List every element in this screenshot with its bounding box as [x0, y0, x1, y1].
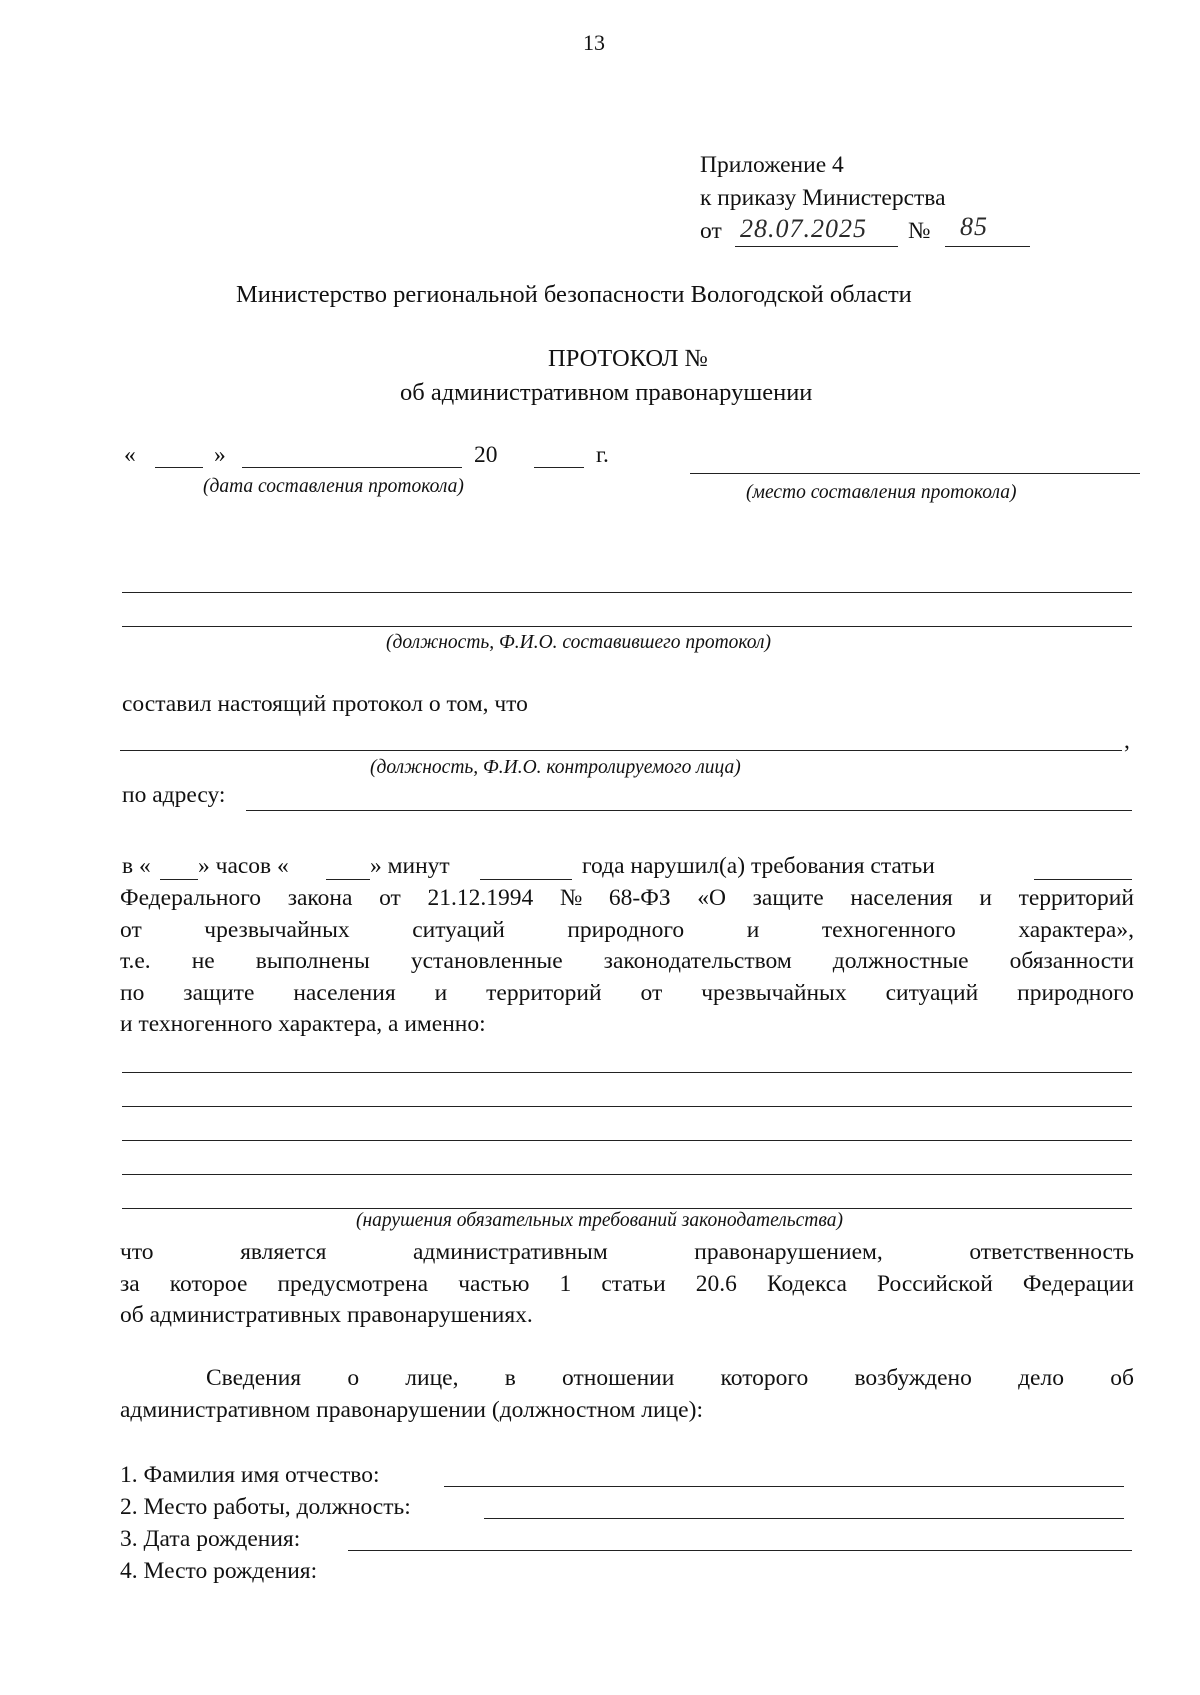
- violation-year-text: года нарушил(а) требования статьи: [582, 853, 935, 879]
- word: природного: [567, 916, 685, 943]
- violation-minutes-line[interactable]: [326, 879, 370, 880]
- controlled-person-comma: ,: [1124, 728, 1130, 754]
- word: об: [1110, 1365, 1134, 1391]
- word: от: [379, 885, 401, 911]
- word: которое: [169, 1270, 248, 1297]
- violation-row-2: [120, 883, 1134, 915]
- violation-detail-line-4[interactable]: [122, 1174, 1132, 1175]
- word: обязанности: [1009, 948, 1134, 974]
- responsibility-row-2: [120, 1269, 1134, 1301]
- word: т.е.: [120, 948, 151, 974]
- item-full-name-line[interactable]: [444, 1486, 1124, 1487]
- item-full-name-label: 1. Фамилия имя отчество:: [120, 1462, 380, 1488]
- violation-row-3: [120, 915, 1134, 947]
- word: чрезвычайных: [701, 979, 847, 1006]
- date-day-line[interactable]: [155, 467, 203, 468]
- date-caption: (дата составления протокола): [203, 476, 464, 497]
- word: от: [640, 979, 663, 1006]
- word: Федерального: [120, 885, 262, 911]
- word: за: [120, 1270, 140, 1297]
- appendix-number-line: [945, 246, 1030, 247]
- appendix-line-1: Приложение 4: [700, 152, 844, 178]
- word: техногенного: [821, 916, 956, 943]
- word: Российской: [877, 1270, 993, 1297]
- word: и: [746, 916, 760, 943]
- violation-paragraph: [120, 883, 1134, 1041]
- word: территорий: [1018, 885, 1134, 911]
- word: должностные: [832, 948, 969, 974]
- word: частью: [458, 1270, 530, 1297]
- responsibility-row-3: об административных правонарушениях.: [120, 1302, 533, 1328]
- word: закона: [287, 885, 353, 911]
- item-birthdate-label: 3. Дата рождения:: [120, 1526, 301, 1552]
- word: правонарушением,: [694, 1239, 883, 1265]
- word: ответственность: [969, 1239, 1134, 1265]
- word: чрезвычайных: [204, 916, 350, 943]
- item-workplace-label: 2. Место работы, должность:: [120, 1494, 411, 1520]
- word: 21.12.1994: [427, 885, 534, 911]
- word: 68-ФЗ: [608, 885, 671, 911]
- violation-row-4: [120, 946, 1134, 978]
- violation-row-5: [120, 978, 1134, 1010]
- ministry-name: Министерство региональной безопасности Вологодской области: [236, 281, 912, 308]
- word: №: [559, 885, 583, 911]
- responsibility-paragraph: [120, 1237, 1134, 1332]
- item-birthplace-label: 4. Место рождения:: [120, 1558, 318, 1584]
- word: не: [191, 948, 215, 974]
- official-caption: (должность, Ф.И.О. составившего протокол): [386, 632, 772, 653]
- word: в: [504, 1365, 516, 1391]
- violation-detail-line-1[interactable]: [122, 1072, 1132, 1073]
- date-close-quote: »: [214, 442, 226, 468]
- word: Кодекса: [766, 1270, 847, 1297]
- date-year-prefix: 20: [474, 442, 498, 468]
- appendix-date-handwritten: 28.07.2025: [740, 214, 867, 243]
- word: Федерации: [1022, 1270, 1134, 1297]
- word: населения: [293, 979, 396, 1006]
- violation-row-6: и техногенного характера, а именно:: [120, 1011, 486, 1037]
- word: по: [120, 979, 145, 1006]
- person-info-row-1: [120, 1363, 1134, 1395]
- word: которого: [720, 1365, 809, 1391]
- appendix-number-handwritten: 85: [960, 212, 988, 241]
- word: является: [240, 1239, 327, 1265]
- word: статьи: [601, 1270, 666, 1297]
- word: природного: [1017, 979, 1134, 1006]
- violation-in-label: в «: [122, 853, 151, 879]
- official-line-1[interactable]: [122, 592, 1132, 593]
- word: что: [120, 1239, 154, 1265]
- word: 20.6: [695, 1270, 737, 1297]
- address-line[interactable]: [246, 810, 1132, 811]
- controlled-person-line[interactable]: [120, 750, 1122, 751]
- person-info-paragraph: [120, 1363, 1134, 1426]
- word: и: [434, 979, 448, 1006]
- violation-minutes-label: » минут: [370, 853, 450, 879]
- violation-year-line[interactable]: [480, 879, 572, 880]
- violation-caption: (нарушения обязательных требований законодательства): [356, 1210, 843, 1231]
- appendix-number-label: №: [908, 218, 931, 244]
- word: ситуаций: [412, 916, 505, 943]
- word: защите: [752, 885, 824, 911]
- official-line-2[interactable]: [122, 626, 1132, 627]
- violation-article-line[interactable]: [1034, 879, 1132, 880]
- violation-detail-line-2[interactable]: [122, 1106, 1132, 1107]
- word: территорий: [486, 979, 602, 1006]
- place-line[interactable]: [690, 473, 1140, 474]
- violation-hours-line[interactable]: [160, 879, 198, 880]
- item-workplace-line[interactable]: [484, 1518, 1124, 1519]
- violation-detail-line-5[interactable]: [122, 1208, 1132, 1209]
- person-info-row-2: административном правонарушении (должностном лице):: [120, 1396, 703, 1423]
- word: законодательством: [603, 948, 792, 974]
- address-label: по адресу:: [122, 782, 226, 808]
- word: Сведения: [206, 1365, 302, 1391]
- word: административным: [412, 1239, 608, 1265]
- appendix-from-label: от: [700, 218, 722, 244]
- word: отношении: [562, 1365, 675, 1391]
- word: 1: [559, 1270, 572, 1297]
- date-month-line[interactable]: [242, 467, 462, 468]
- responsibility-row-1: [120, 1237, 1134, 1269]
- page-number: 13: [583, 30, 605, 55]
- item-birthdate-line[interactable]: [348, 1550, 1132, 1551]
- protocol-subtitle: об административном правонарушении: [400, 379, 813, 406]
- controlled-person-caption: (должность, Ф.И.О. контролируемого лица): [370, 757, 741, 778]
- word: населения: [850, 885, 953, 911]
- word: установленные: [410, 948, 563, 974]
- word: о: [347, 1365, 360, 1391]
- word: от: [120, 916, 142, 943]
- place-caption: (место составления протокола): [746, 482, 1017, 503]
- word: характера»,: [1018, 916, 1134, 943]
- word: «О: [697, 885, 726, 911]
- date-open-quote: «: [124, 442, 136, 468]
- date-year-suffix: г.: [596, 442, 609, 468]
- violation-detail-line-3[interactable]: [122, 1140, 1132, 1141]
- word: дело: [1018, 1365, 1064, 1391]
- word: защите: [183, 979, 255, 1006]
- protocol-title: ПРОТОКОЛ №: [548, 345, 708, 372]
- date-year-line[interactable]: [534, 467, 584, 468]
- word: возбуждено: [854, 1365, 972, 1391]
- word: предусмотрена: [277, 1270, 429, 1297]
- word: выполнены: [255, 948, 370, 974]
- appendix-date-line: [735, 246, 898, 247]
- word: и: [979, 885, 992, 911]
- compiled-text: составил настоящий протокол о том, что: [122, 691, 528, 717]
- word: лице,: [405, 1365, 459, 1391]
- appendix-line-2: к приказу Министерства: [700, 185, 946, 211]
- word: ситуаций: [885, 979, 979, 1006]
- violation-hours-label: » часов «: [198, 853, 289, 879]
